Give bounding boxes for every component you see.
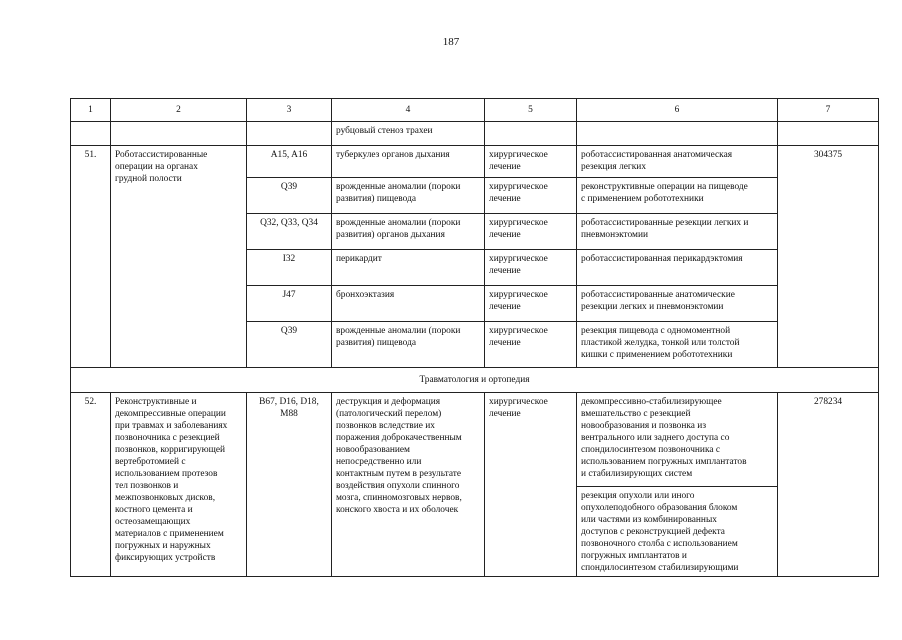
diagnosis-line: мозга, спинномозговых нервов,: [336, 493, 462, 503]
column-header-2: 2: [111, 99, 247, 122]
cell-diagnosis: [332, 214, 485, 250]
diagnosis-line: поражения доброкачественным: [336, 433, 462, 443]
diagnosis-line: врожденные аномалии (пороки: [336, 182, 461, 192]
cell-method: [577, 250, 778, 286]
cell-treatment: [485, 214, 577, 250]
code-line: Q39: [280, 326, 298, 336]
cell-name: [111, 146, 247, 368]
cell-diagnosis: [332, 286, 485, 322]
code-line: I32: [282, 254, 296, 264]
method-line: вмешательство с резекцией: [581, 409, 691, 419]
cell-codes: [247, 322, 332, 368]
method-line: погружных имплантатов и: [581, 551, 687, 561]
cell-tariff: 278234: [778, 393, 879, 577]
cell-diagnosis: [332, 250, 485, 286]
cell-treatment: [485, 393, 577, 577]
cell-method: [577, 286, 778, 322]
diagnosis-line: врожденные аномалии (пороки: [336, 218, 461, 228]
page-number: 187: [442, 36, 460, 48]
diagnosis-line: контактным путем в результате: [336, 469, 462, 479]
cell-codes: [247, 122, 332, 146]
cell-treatment: [485, 146, 577, 178]
treatment-line: хирургическое: [489, 397, 548, 407]
section-header-row: [71, 368, 879, 393]
name-line: костного цемента и: [115, 505, 193, 515]
column-header-1: 1: [71, 99, 111, 122]
name-line: грудной полости: [115, 174, 182, 184]
cell-treatment: [485, 322, 577, 368]
name-line: вертебротомией с: [115, 457, 186, 467]
method-line: кишки с применением робототехники: [581, 350, 733, 360]
section-title: Травматология и ортопедия: [71, 368, 879, 393]
column-header-4: 4: [332, 99, 485, 122]
diagnosis-line: (патологический перелом): [336, 409, 442, 419]
name-line: Роботассистированные: [115, 150, 208, 160]
name-line: тел позвонков и: [115, 481, 179, 491]
column-header-6: 6: [577, 99, 778, 122]
name-line: материалов с применением: [115, 529, 224, 539]
method-line: роботассистированная перикардэктомия: [581, 254, 743, 264]
cell-codes: [247, 178, 332, 214]
method-line: доступов с реконструкцией дефекта: [581, 527, 725, 537]
method-line: декомпрессивно-стабилизирующее: [581, 397, 722, 407]
method-line: спондилосинтезом стабилизирующими: [581, 563, 739, 573]
method-line: новообразования и позвонка из: [581, 421, 707, 431]
diagnosis-line: развития) пищевода: [336, 194, 417, 204]
diagnosis-line: воздействия опухоли спинного: [336, 481, 460, 491]
code-line: B67, D16, D18,: [259, 397, 319, 407]
cell-treatment: [485, 122, 577, 146]
method-line: вентрального или заднего доступа со: [581, 433, 730, 443]
method-line: пневмонэктомии: [581, 230, 649, 240]
column-header-3: 3: [247, 99, 332, 122]
treatment-line: хирургическое: [489, 254, 548, 264]
code-line: A15, A16: [270, 150, 308, 160]
diagnosis-line: новообразованием: [336, 445, 410, 455]
method-line: реконструктивные операции на пищеводе: [581, 182, 748, 192]
cell-method: [577, 322, 778, 368]
cell-name: [111, 393, 247, 577]
cell-codes: [247, 146, 332, 178]
cell-method: [577, 487, 778, 577]
method-line: резекция опухоли или иного: [581, 491, 695, 501]
cell-diagnosis: [332, 146, 485, 178]
diagnosis-line: перикардит: [336, 254, 382, 264]
name-line: операции на органах: [115, 162, 198, 172]
method-line: роботассистированные анатомические: [581, 290, 735, 300]
cell-treatment: [485, 178, 577, 214]
name-line: межпозвонковых дисков,: [115, 493, 216, 503]
treatment-line: хирургическое: [489, 182, 548, 192]
method-line: резекции легких и пневмонэктомии: [581, 302, 724, 312]
column-header-row: [71, 99, 879, 122]
diagnosis-line: рубцовый стеноз трахеи: [336, 126, 433, 136]
name-line: Реконструктивные и: [115, 397, 197, 407]
method-line: и стабилизирующих систем: [581, 469, 693, 479]
diagnosis-line: развития) органов дыхания: [336, 230, 445, 240]
code-line: Q39: [280, 182, 298, 192]
name-line: погружных и наружных: [115, 541, 211, 551]
name-line: использованием протезов: [115, 469, 218, 479]
group51-row: [71, 146, 879, 178]
name-line: декомпрессивные операции: [115, 409, 226, 419]
method-line: роботассистированная анатомическая: [581, 150, 733, 160]
cell-num: 52.: [71, 393, 111, 577]
name-line: позвоночника с резекцией: [115, 433, 220, 443]
treatment-line: лечение: [489, 266, 521, 276]
treatment-line: хирургическое: [489, 290, 548, 300]
cell-num: 51.: [71, 146, 111, 368]
column-header-7: 7: [778, 99, 879, 122]
method-line: или частями из комбинированных: [581, 515, 717, 525]
cell-name: [111, 122, 247, 146]
cell-codes: [247, 393, 332, 577]
cell-codes: [247, 250, 332, 286]
cell-num: [71, 122, 111, 146]
diagnosis-line: врожденные аномалии (пороки: [336, 326, 461, 336]
cell-method: [577, 393, 778, 487]
cell-method: [577, 178, 778, 214]
diagnosis-line: туберкулез органов дыхания: [336, 150, 450, 160]
name-line: фиксирующих устройств: [115, 553, 216, 563]
diagnosis-line: бронхоэктазия: [336, 290, 395, 300]
diagnosis-line: конского хвоста и их оболочек: [336, 505, 459, 515]
method-line: спондилосинтезом позвоночника с: [581, 445, 721, 455]
method-line: использованием погружных имплантатов: [581, 457, 747, 467]
diagnosis-line: деструкция и деформация: [336, 397, 441, 407]
cell-tariff: [778, 122, 879, 146]
cell-method: [577, 146, 778, 178]
group52-row: [71, 393, 879, 487]
cell-diagnosis: [332, 122, 485, 146]
method-line: резекция легких: [581, 162, 647, 172]
cell-tariff: 304375: [778, 146, 879, 368]
treatment-line: хирургическое: [489, 326, 548, 336]
code-line: Q32, Q33, Q34: [260, 218, 318, 228]
name-line: позвонков, корригирующей: [115, 445, 226, 455]
cell-codes: [247, 214, 332, 250]
diagnosis-line: непосредственно или: [336, 457, 422, 467]
name-line: остеозамещающих: [115, 517, 191, 527]
method-line: опухолеподобного образования блоком: [581, 503, 738, 513]
treatment-line: лечение: [489, 194, 521, 204]
cell-treatment: [485, 286, 577, 322]
code-line: J47: [282, 290, 296, 300]
column-header-5: 5: [485, 99, 577, 122]
cell-method: [577, 214, 778, 250]
diagnosis-line: развития) пищевода: [336, 338, 417, 348]
method-line: позвоночного столба с использованием: [581, 539, 738, 549]
name-line: при травмах и заболеваниях: [115, 421, 228, 431]
cell-diagnosis: [332, 322, 485, 368]
method-line: с применением робототехники: [581, 194, 704, 204]
code-line: M88: [280, 409, 298, 419]
treatment-line: лечение: [489, 162, 521, 172]
treatment-line: лечение: [489, 409, 521, 419]
treatment-line: лечение: [489, 230, 521, 240]
treatment-line: хирургическое: [489, 218, 548, 228]
cell-diagnosis: [332, 178, 485, 214]
diagnosis-line: позвонков вследствие их: [336, 421, 435, 431]
cell-treatment: [485, 250, 577, 286]
cell-codes: [247, 286, 332, 322]
medical-care-table: [70, 98, 879, 577]
method-line: роботассистированные резекции легких и: [581, 218, 749, 228]
continuation-row: [71, 122, 879, 146]
treatment-line: хирургическое: [489, 150, 548, 160]
cell-method: [577, 122, 778, 146]
treatment-line: лечение: [489, 302, 521, 312]
treatment-line: лечение: [489, 338, 521, 348]
cell-diagnosis: [332, 393, 485, 577]
method-line: пластикой желудка, тонкой или толстой: [581, 338, 740, 348]
method-line: резекция пищевода с одномоментной: [581, 326, 731, 336]
